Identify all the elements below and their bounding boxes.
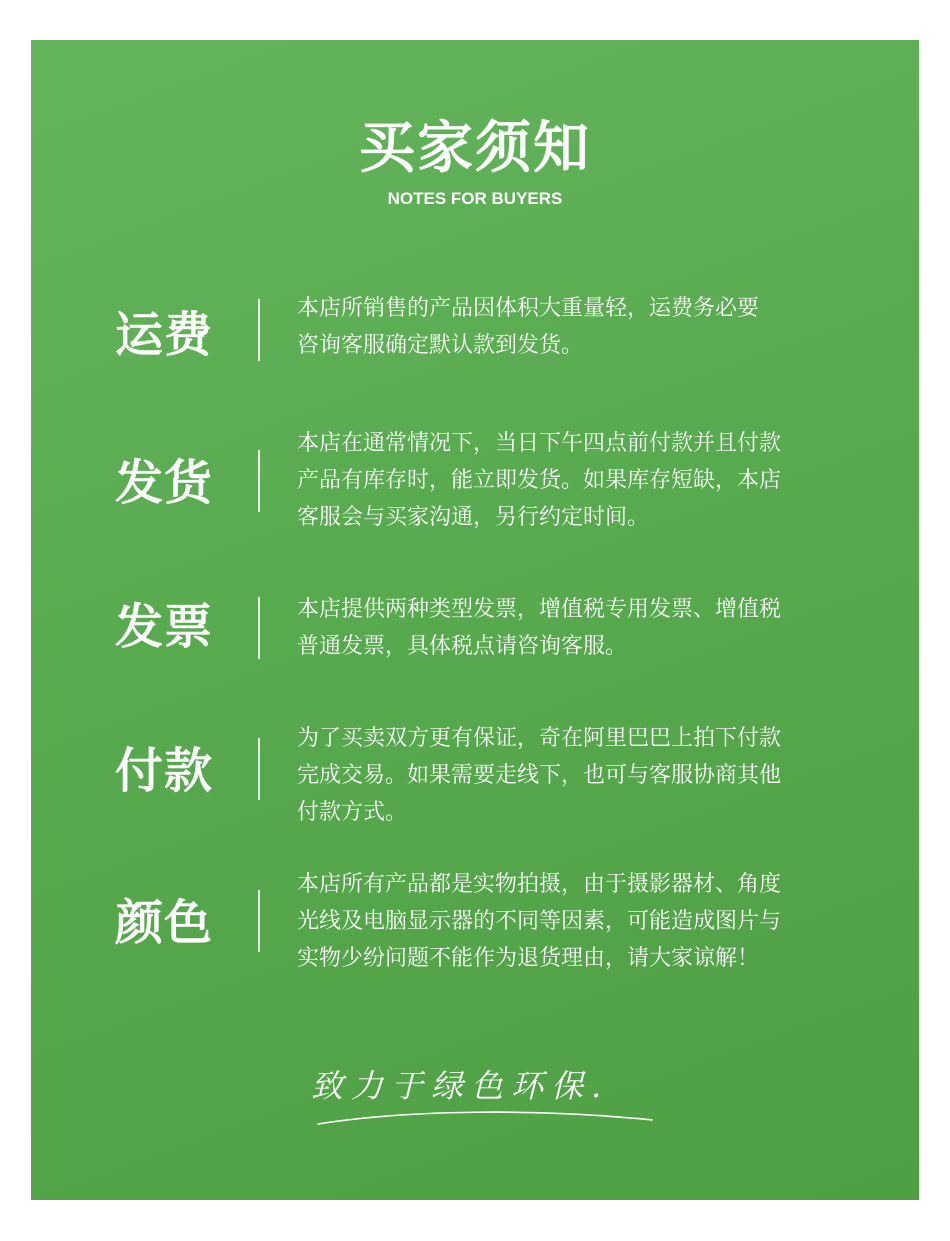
section-text-line: 咨询客服确定默认款到发货。 bbox=[297, 333, 584, 358]
section-text bbox=[297, 591, 857, 665]
section-divider bbox=[258, 890, 260, 952]
page-title: 买家须知 bbox=[359, 116, 591, 181]
slogan-underline-swoosh bbox=[316, 1104, 656, 1128]
section-label: 发票 bbox=[115, 599, 214, 655]
section-text-line: 完成交易。如果需要走线下，也可与客服协商其他 bbox=[297, 763, 782, 788]
section-invoice bbox=[31, 591, 919, 681]
section-text bbox=[297, 425, 857, 536]
section-text-line: 本店所有产品都是实物拍摄，由于摄影器材、角度 bbox=[297, 872, 782, 897]
section-text-line: 光线及电脑显示器的不同等因素，可能造成图片与 bbox=[297, 909, 782, 934]
section-text-line: 本店所销售的产品因体积大重量轻，运费务必要 bbox=[297, 296, 760, 321]
section-label: 发货 bbox=[115, 455, 214, 511]
section-shipping-fee bbox=[31, 290, 919, 390]
section-shipping bbox=[31, 425, 919, 545]
section-label: 颜色 bbox=[115, 895, 214, 951]
section-text bbox=[297, 720, 857, 831]
section-label: 付款 bbox=[115, 743, 214, 799]
page-subtitle: NOTES FOR BUYERS bbox=[387, 189, 563, 208]
section-payment bbox=[31, 720, 919, 840]
section-label: 运费 bbox=[115, 307, 214, 363]
section-text-line: 付款方式。 bbox=[297, 800, 408, 825]
section-text-line: 实物少纷问题不能作为退货理由，请大家谅解！ bbox=[297, 946, 760, 971]
section-text bbox=[297, 866, 857, 977]
section-divider bbox=[258, 299, 260, 361]
footer-slogan: 致力于绿色环保. bbox=[311, 1067, 610, 1105]
section-text-line: 本店提供两种类型发票，增值税专用发票、增值税 bbox=[297, 597, 782, 622]
section-color bbox=[31, 866, 919, 986]
section-text-line: 为了买卖双方更有保证，奇在阿里巴巴上拍下付款 bbox=[297, 726, 782, 751]
section-divider bbox=[258, 738, 260, 800]
section-text bbox=[297, 290, 857, 364]
section-text-line: 本店在通常情况下，当日下午四点前付款并且付款 bbox=[297, 431, 782, 456]
notes-panel bbox=[31, 40, 919, 1200]
section-text-line: 普通发票，具体税点请咨询客服。 bbox=[297, 634, 628, 659]
section-text-line: 产品有库存时，能立即发货。如果库存短缺，本店 bbox=[297, 468, 782, 493]
section-divider bbox=[258, 450, 260, 512]
section-text-line: 客服会与买家沟通，另行约定时间。 bbox=[297, 505, 650, 530]
section-divider bbox=[258, 597, 260, 659]
